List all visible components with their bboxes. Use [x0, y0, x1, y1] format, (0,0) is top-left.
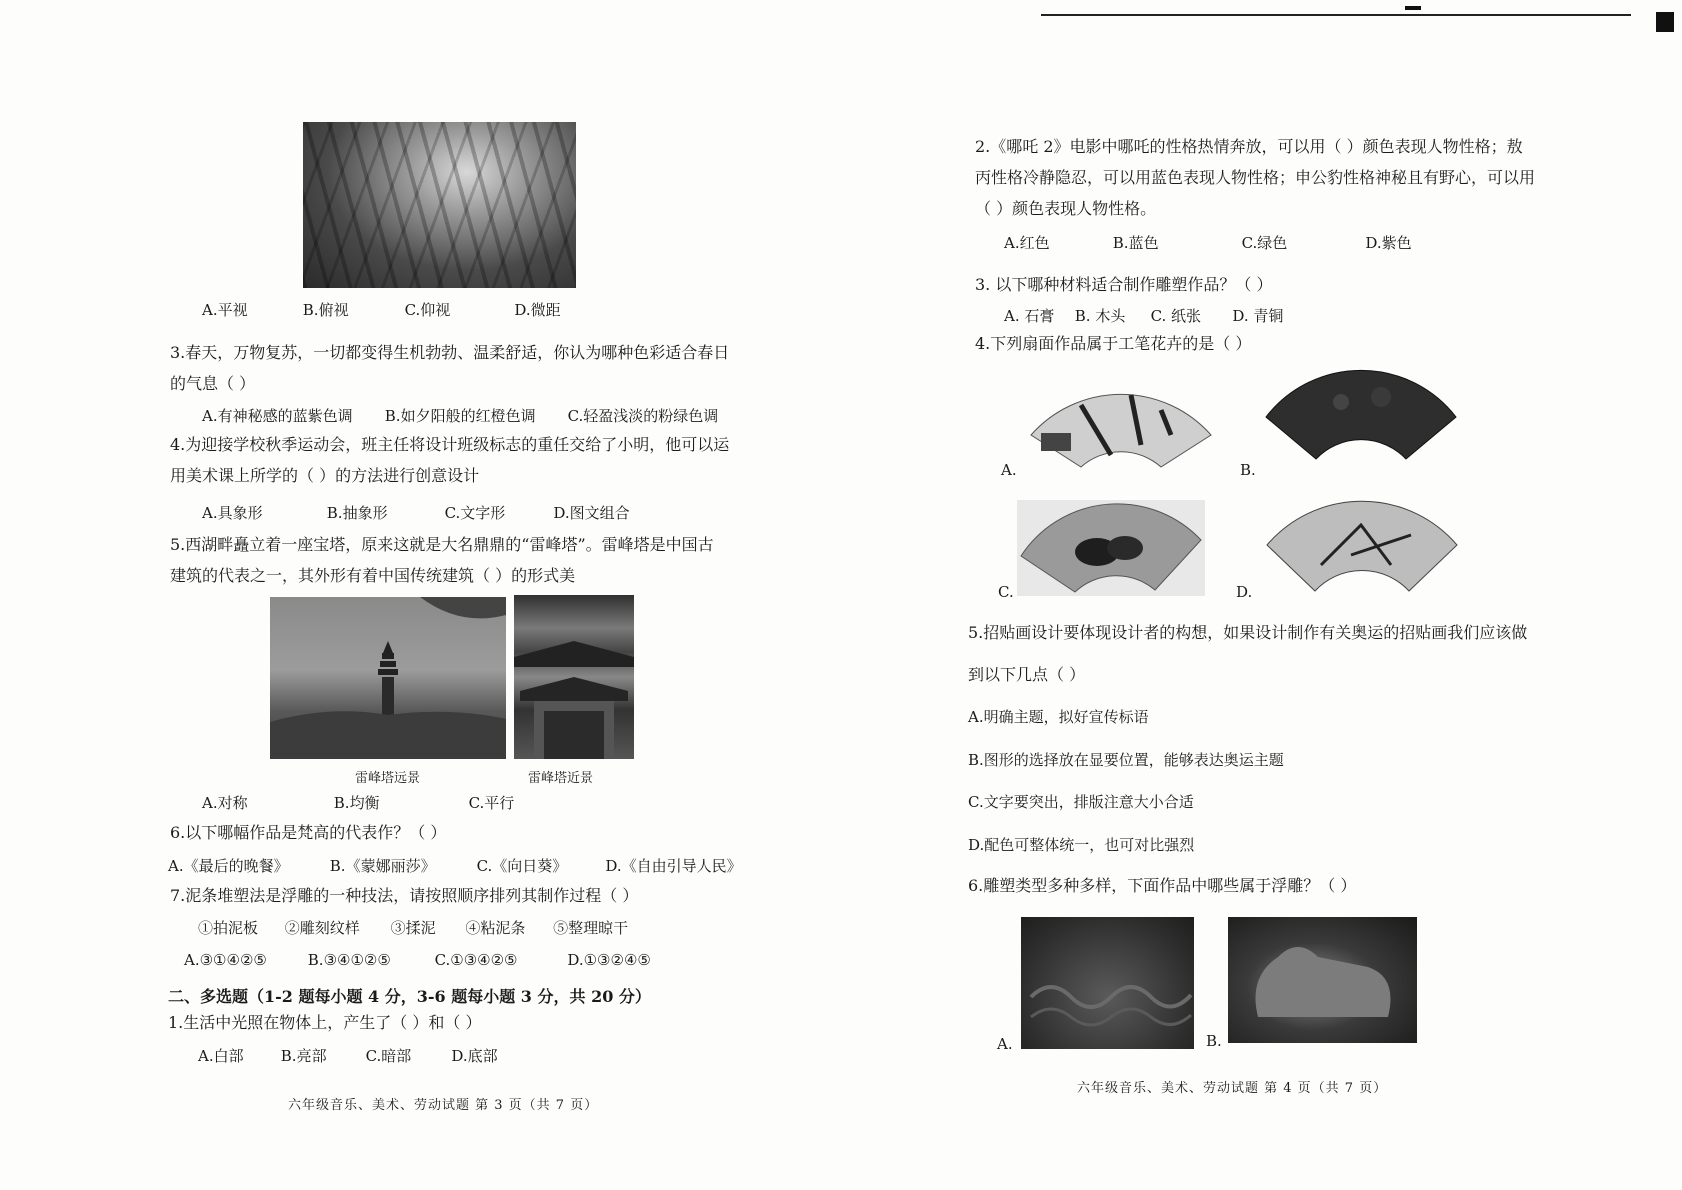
q5-option-c[interactable]: C.平行 — [468, 794, 515, 812]
scan-corner-mark — [1656, 12, 1674, 32]
fan-label-a[interactable]: A. — [1001, 461, 1017, 479]
m3-option-c[interactable]: C. 纸张 — [1150, 307, 1202, 325]
q4-option-c[interactable]: C.文字形 — [444, 504, 506, 522]
scan-edge-line — [1041, 14, 1631, 16]
m3-option-a[interactable]: A. 石膏 — [1004, 307, 1055, 325]
m5-text-line1: 5.招贴画设计要体现设计者的构想，如果设计制作有关奥运的招贴画我们应该做 — [968, 623, 1528, 642]
q7-steps — [198, 918, 628, 938]
q7-step-4: ④粘泥条 — [465, 919, 526, 937]
q3-option-b[interactable]: B.如夕阳般的红橙色调 — [384, 407, 536, 425]
q4-option-b[interactable]: B.抽象形 — [326, 504, 388, 522]
q7-step-3: ③揉泥 — [390, 919, 436, 937]
scan-dash-mark — [1405, 6, 1421, 10]
m2-option-d[interactable]: D.紫色 — [1365, 234, 1412, 252]
m2-text-line1: 2.《哪吒 2》电影中哪吒的性格热情奔放，可以用（ ）颜色表现人物性格；敖 — [975, 137, 1523, 156]
fan-label-d[interactable]: D. — [1236, 583, 1253, 601]
m3-option-d[interactable]: D. 青铜 — [1232, 307, 1284, 325]
m2-text-line2: 丙性格冷静隐忍，可以用蓝色表现人物性格；申公豹性格神秘且有野心，可以用 — [975, 168, 1536, 187]
m5-option-b[interactable]: B.图形的选择放在显要位置，能够表达奥运主题 — [968, 751, 1284, 769]
q7-step-1: ①拍泥板 — [198, 919, 259, 937]
m2-option-c[interactable]: C.绿色 — [1241, 234, 1288, 252]
relief-label-b[interactable]: B. — [1206, 1032, 1222, 1050]
leifeng-pagoda-far-photo — [270, 597, 506, 759]
q7-text-line1: 7.泥条堆塑法是浮雕的一种技法，请按照顺序排列其制作过程（ ） — [170, 886, 639, 905]
q1-option-c[interactable]: C.仰视 — [404, 301, 451, 319]
m3-text-line1: 3. 以下哪种材料适合制作雕塑作品？（ ） — [975, 275, 1273, 294]
m2-option-b[interactable]: B.蓝色 — [1112, 234, 1159, 252]
q5-option-a[interactable]: A.对称 — [202, 794, 248, 812]
q6-text-line1: 6.以下哪幅作品是梵高的代表作？（ ） — [170, 823, 447, 842]
forest-upward-photo — [303, 122, 576, 288]
fan-painting-b — [1261, 367, 1461, 467]
q1-options — [202, 300, 561, 320]
q5-text-line1: 5.西湖畔矗立着一座宝塔，原来这就是大名鼎鼎的“雷峰塔”。雷峰塔是中国古 — [170, 535, 714, 554]
relief-label-a[interactable]: A. — [997, 1035, 1013, 1053]
m1-option-b[interactable]: B.亮部 — [280, 1047, 327, 1065]
m1-options — [198, 1046, 498, 1066]
pagoda-far-caption: 雷峰塔远景 — [355, 771, 421, 786]
leifeng-pagoda-near-photo — [514, 595, 634, 759]
fan-label-b[interactable]: B. — [1240, 461, 1256, 479]
q7-option-a[interactable]: A.③①④②⑤ — [184, 951, 267, 969]
m2-option-a[interactable]: A.红色 — [1004, 234, 1050, 252]
q7-option-b[interactable]: B.③④①②⑤ — [307, 951, 391, 969]
m5-option-a[interactable]: A.明确主题，拟好宣传标语 — [968, 708, 1149, 726]
page-footer-right: 六年级音乐、美术、劳动试题 第 4 页（共 7 页） — [1077, 1081, 1388, 1096]
fan-painting-d — [1261, 495, 1463, 595]
pagoda-near-caption: 雷峰塔近景 — [528, 771, 594, 786]
m6-text-line1: 6.雕塑类型多种多样，下面作品中哪些属于浮雕？（ ） — [968, 876, 1357, 895]
q6-option-d[interactable]: D.《自由引导人民》 — [605, 857, 742, 875]
q4-options — [202, 503, 630, 523]
q4-option-d[interactable]: D.图文组合 — [553, 504, 630, 522]
q7-step-2: ②雕刻纹样 — [284, 919, 360, 937]
q7-step-5: ⑤整理晾干 — [553, 919, 629, 937]
q4-text-line1: 4.为迎接学校秋季运动会，班主任将设计班级标志的重任交给了小明，他可以运 — [170, 435, 730, 454]
m1-text-line1: 1.生活中光照在物体上，产生了（ ）和（ ） — [168, 1013, 482, 1032]
q1-option-b[interactable]: B.俯视 — [302, 301, 349, 319]
q4-option-a[interactable]: A.具象形 — [202, 504, 263, 522]
m5-option-c[interactable]: C.文字要突出，排版注意大小合适 — [968, 793, 1194, 811]
q7-options — [184, 950, 651, 970]
q3-options — [202, 406, 718, 426]
m1-option-c[interactable]: C.暗部 — [365, 1047, 412, 1065]
m3-option-b[interactable]: B. 木头 — [1074, 307, 1126, 325]
fan-painting-c — [1017, 500, 1205, 596]
q5-options — [202, 793, 514, 813]
page-footer-left: 六年级音乐、美术、劳动试题 第 3 页（共 7 页） — [288, 1098, 599, 1113]
q3-option-c[interactable]: C.轻盈浅淡的粉绿色调 — [567, 407, 719, 425]
m1-option-a[interactable]: A.白部 — [198, 1047, 244, 1065]
q5-text-line2: 建筑的代表之一，其外形有着中国传统建筑（ ）的形式美 — [170, 566, 576, 585]
m4-text-line1: 4.下列扇面作品属于工笔花卉的是（ ） — [975, 334, 1252, 353]
exam-page-4 — [841, 0, 1682, 1190]
section-2-heading: 二、多选题（1-2 题每小题 4 分，3-6 题每小题 3 分，共 20 分） — [168, 987, 651, 1006]
m5-option-d[interactable]: D.配色可整体统一，也可对比强烈 — [968, 836, 1195, 854]
pagoda-silhouette-icon — [270, 597, 506, 759]
q4-text-line2: 用美术课上所学的（ ）的方法进行创意设计 — [170, 466, 480, 485]
relief-sculpture-a-photo — [1021, 917, 1194, 1049]
q3-text-line1: 3.春天，万物复苏，一切都变得生机勃勃、温柔舒适，你认为哪种色彩适合春日 — [170, 343, 730, 362]
q7-option-c[interactable]: C.①③④②⑤ — [434, 951, 518, 969]
m3-options — [1004, 306, 1283, 326]
q6-option-b[interactable]: B.《蒙娜丽莎》 — [329, 857, 436, 875]
q7-option-d[interactable]: D.①③②④⑤ — [567, 951, 651, 969]
m2-options — [1004, 233, 1412, 253]
q1-option-a[interactable]: A.平视 — [202, 301, 248, 319]
m2-text-line3: （ ）颜色表现人物性格。 — [975, 199, 1157, 218]
q3-option-a[interactable]: A.有神秘感的蓝紫色调 — [202, 407, 353, 425]
fan-label-c[interactable]: C. — [998, 583, 1014, 601]
exam-page-3 — [0, 0, 820, 1190]
q5-option-b[interactable]: B.均衡 — [333, 794, 380, 812]
m5-text-line2: 到以下几点（ ） — [968, 665, 1086, 684]
q1-option-d[interactable]: D.微距 — [514, 301, 561, 319]
q6-options — [168, 856, 742, 876]
q3-text-line2: 的气息（ ） — [170, 374, 256, 393]
q6-option-c[interactable]: C.《向日葵》 — [476, 857, 568, 875]
m1-option-d[interactable]: D.底部 — [451, 1047, 498, 1065]
q6-option-a[interactable]: A.《最后的晚餐》 — [168, 857, 289, 875]
fan-painting-a — [1021, 375, 1221, 475]
relief-sculpture-b-photo — [1228, 917, 1417, 1043]
